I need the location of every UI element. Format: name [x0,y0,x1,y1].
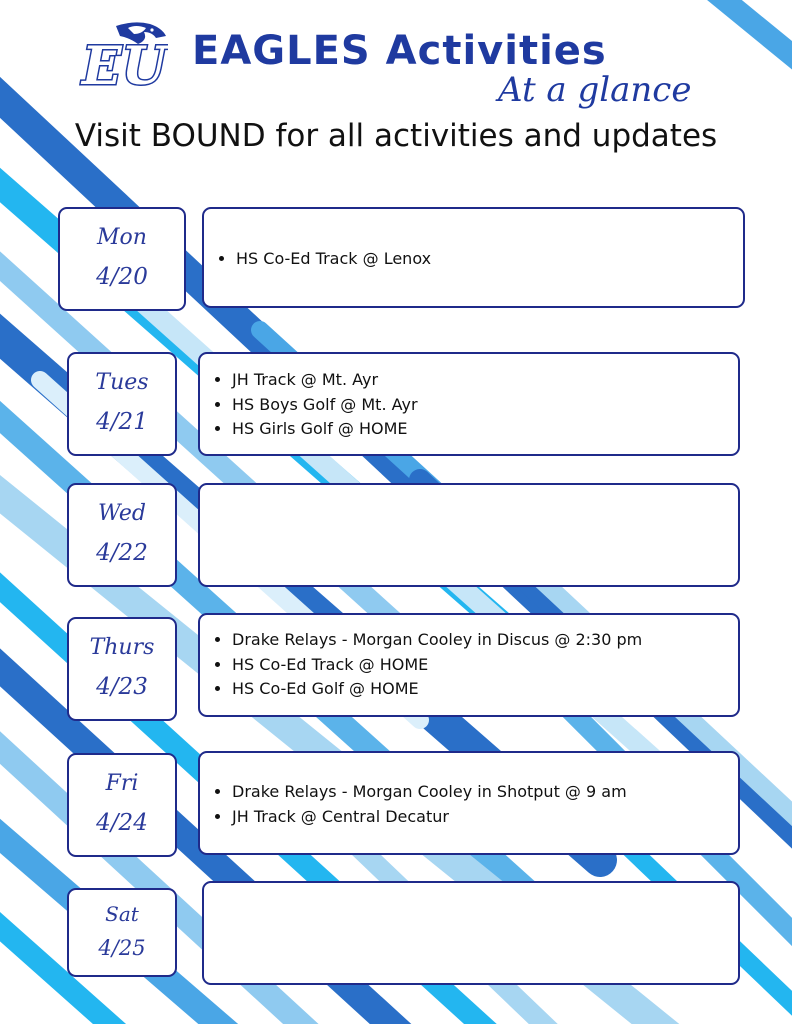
eu-eagle-logo [76,18,168,96]
activity-card-mon [202,207,745,308]
day-date: 4/24 [96,810,148,836]
day-name: Fri [105,771,139,796]
activity-item: • JH Track @ Central Decatur [232,805,738,830]
day-name: Sat [105,902,139,926]
tagline: Visit BOUND for all activities and updates [74,118,718,154]
activity-item: • HS Boys Golf @ Mt. Ayr [232,393,738,418]
activity-item: • JH Track @ Mt. Ayr [232,368,738,393]
day-card-mon [58,207,186,311]
activity-list [204,247,743,272]
day-date: 4/23 [96,674,148,700]
day-card-sat [67,888,177,977]
activity-item: • HS Co-Ed Track @ HOME [232,653,738,678]
activity-item: • HS Co-Ed Golf @ HOME [232,677,738,702]
day-date: 4/21 [96,409,148,435]
day-card-tues [67,352,177,456]
day-name: Tues [95,370,149,395]
day-card-thurs [67,617,177,721]
activity-card-tues [198,352,740,456]
day-date: 4/20 [96,264,148,290]
activity-item: • HS Girls Golf @ HOME [232,417,738,442]
day-date: 4/25 [98,936,146,960]
day-card-fri [67,753,177,857]
logo-lettering: EU [82,36,167,96]
day-card-wed [67,483,177,587]
activity-card-thurs [198,613,740,717]
day-name: Thurs [89,635,155,660]
activity-list [200,780,738,829]
day-date: 4/22 [96,540,148,566]
activity-card-sat [202,881,740,985]
activity-item: • Drake Relays - Morgan Cooley in Shotput @ 9 am [232,780,738,805]
activity-list [200,628,738,702]
page-title: EAGLES Activities [192,28,607,74]
activity-list [200,368,738,442]
day-name: Mon [97,225,147,250]
activity-card-wed [198,483,740,587]
page-subtitle: At a glance [498,70,692,110]
day-name: Wed [98,501,146,526]
activity-item: • Drake Relays - Morgan Cooley in Discus @ 2:30 pm [232,628,738,653]
activity-card-fri [198,751,740,855]
activity-item: • HS Co-Ed Track @ Lenox [236,247,743,272]
